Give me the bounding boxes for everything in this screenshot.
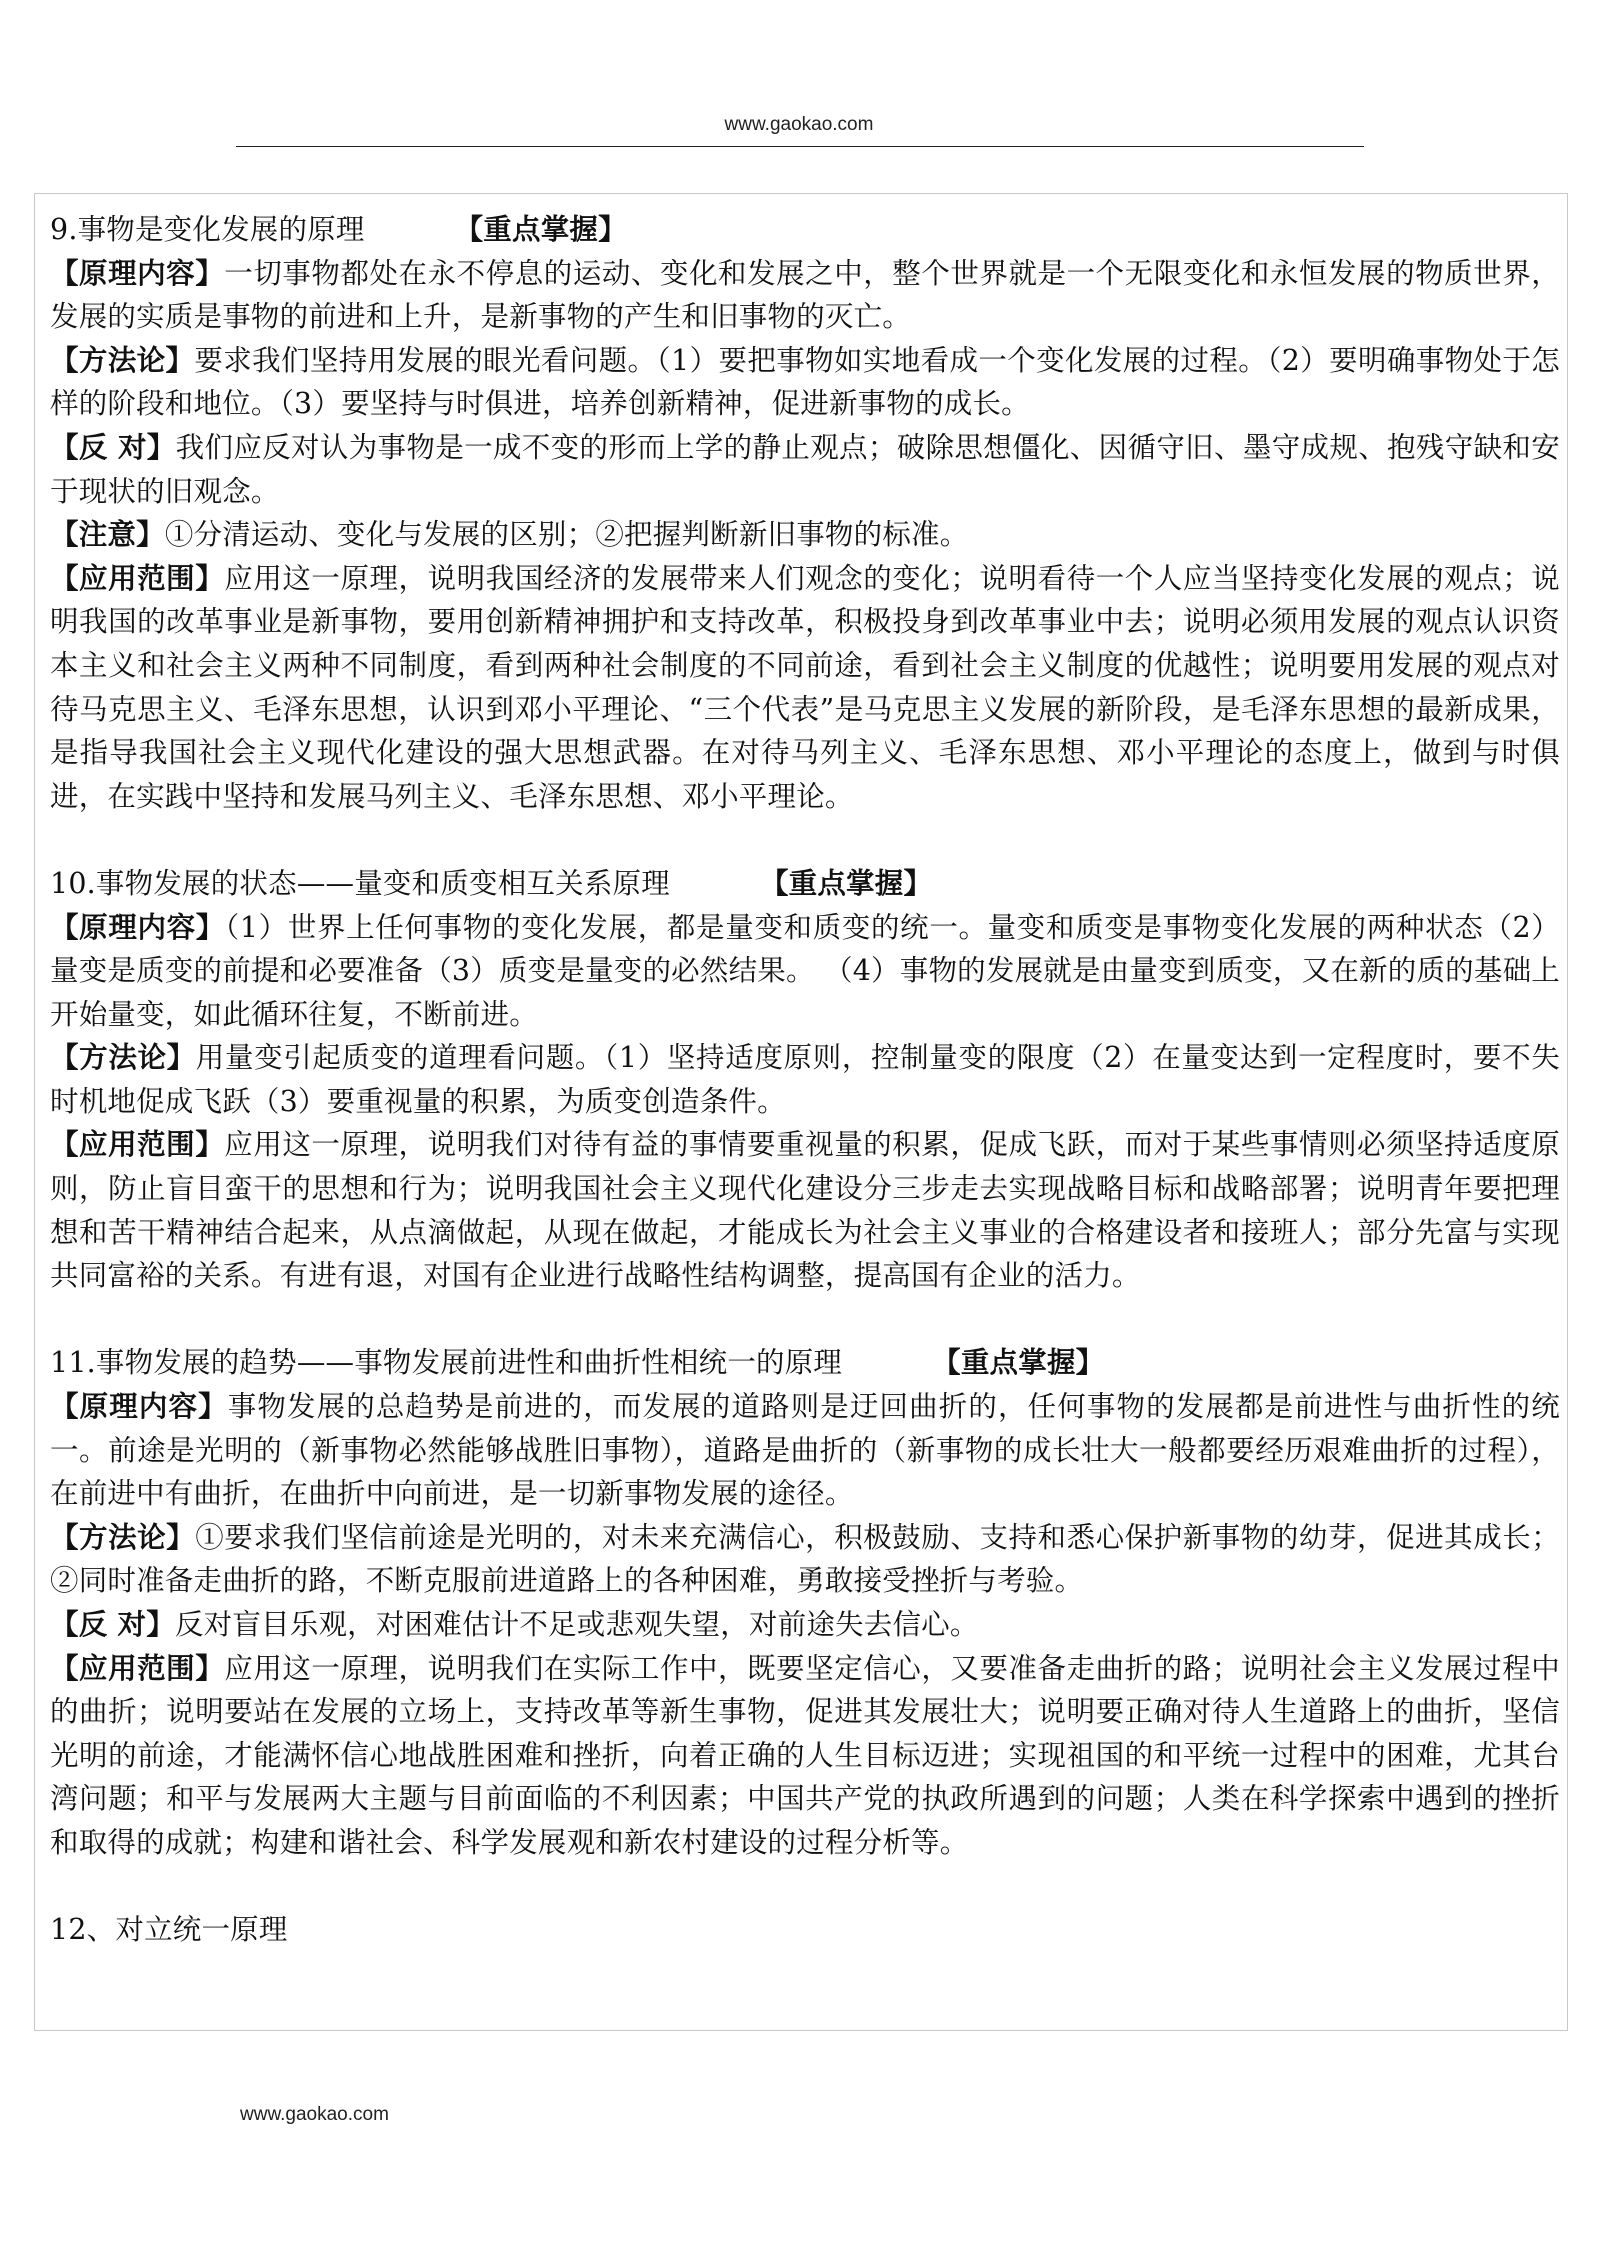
section-11-principle [50,1385,1560,1516]
para-text: 要求我们坚持用发展的眼光看问题。（1）要把事物如实地看成一个变化发展的过程。（2）要明确事物处于怎样的阶段和地位。（3）要坚持与时俱进，培养创新精神，促进新事物的成长。 [50,343,1560,421]
section-9-oppose [50,426,1560,513]
section-10-application [50,1123,1560,1297]
para-text: 反对盲目乐观，对困难估计不足或悲观失望，对前途失去信心。 [174,1608,979,1641]
section-12-title [50,1908,1560,1952]
footer-url: www.gaokao.com [240,2104,389,2125]
para-label: 【方法论】 [50,1519,196,1554]
para-label: 【方法论】 [50,1040,196,1075]
para-label: 【原理内容】 [50,1389,228,1424]
section-title-text: 11.事物发展的趋势——事物发展前进性和曲折性相统一的原理 [50,1346,843,1380]
para-text: 应用这一原理，说明我们在实际工作中，既要坚定信心，又要准备走曲折的路；说明社会主义发展过程中的曲折；说明要站在发展的立场上，支持改革等新生事物，促进其发展壮大；说明要正确对待人生道路上的曲折，坚信光明的前途，才能满怀信心地战胜困难和挫折，向着正确的人生目标迈进；实现祖国的和平统一过程中的困难，尤其台湾问题；和平与发展两大主题与目前面临的不利因素；中国共产党的执政所遇到的问题；人类在科学探索中遇到的挫折和取得的成就；构建和谐社会、科学发展观和新农村建设的过程分析等。 [50,1651,1560,1859]
header-url: www.gaokao.com [724,114,874,135]
para-label: 【原理内容】 [50,909,225,944]
para-label: 【注意】 [50,517,165,552]
section-11-method [50,1516,1560,1603]
section-gap [50,1298,1560,1342]
para-text: 应用这一原理，说明我们对待有益的事情要重视量的积累，促成飞跃，而对于某些事情则必须坚持适度原则，防止盲目蛮干的思想和行为；说明我国社会主义现代化建设分三步走去实现战略目标和战略部署；说明青年要把理想和苦干精神结合起来，从点滴做起，从现在做起，才能成长为社会主义事业的合格建设者和接班人；部分先富与实现共同富裕的关系。有进有退，对国有企业进行战略性结构调整，提高国有企业的活力。 [50,1128,1560,1293]
header-divider [236,146,1364,147]
section-gap [50,1865,1560,1909]
section-gap [50,818,1560,862]
section-9-method [50,339,1560,426]
section-9-principle [50,252,1560,339]
para-text: ①要求我们坚信前途是光明的，对未来充满信心，积极鼓励、支持和悉心保护新事物的幼芽，促进其成长；②同时准备走曲折的路，不断克服前进道路上的各种困难，勇敢接受挫折与考验。 [50,1520,1560,1598]
section-title-text: 10.事物发展的状态——量变和质变相互关系原理 [50,866,670,900]
para-text: 一切事物都处在永不停息的运动、变化和发展之中，整个世界就是一个无限变化和永恒发展的物质世界，发展的实质是事物的前进和上升，是新事物的产生和旧事物的灭亡。 [50,256,1560,334]
section-title-text: 9.事物是变化发展的原理 [50,213,365,246]
section-10-method [50,1036,1560,1123]
para-label: 【原理内容】 [50,255,225,290]
section-9-title [50,208,1560,252]
section-title-text: 12、对立统一原理 [50,1913,288,1947]
para-label: 【应用范围】 [50,1650,225,1685]
section-11-oppose [50,1603,1560,1647]
section-11-application [50,1647,1560,1865]
section-10-title [50,862,1560,906]
para-label: 【反 对】 [50,429,176,464]
para-text: 用量变引起质变的道理看问题。（1）坚持适度原则，控制量变的限度（2）在量变达到一定程度时，要不失时机地促成飞跃（3）要重视量的积累，为质变创造条件。 [50,1041,1560,1118]
para-text: 事物发展的总趋势是前进的，而发展的道路则是迂回曲折的，任何事物的发展都是前进性与曲折性的统一。前途是光明的（新事物必然能够战胜旧事物），道路是曲折的（新事物的成长壮大一般都要经历艰难曲折的过程），在前进中有曲折，在曲折中向前进，是一切新事物发展的途径。 [50,1390,1560,1511]
section-9-application [50,557,1560,819]
key-point-tag: 【重点掌握】 [759,865,933,900]
para-label: 【方法论】 [50,342,195,377]
key-point-tag: 【重点掌握】 [932,1345,1105,1380]
document-body [50,208,1560,1952]
section-11-title [50,1341,1560,1385]
para-label: 【应用范围】 [50,1127,225,1162]
para-text: ①分清运动、变化与发展的区别；②把握判断新旧事物的标准。 [164,518,969,552]
para-text: 我们应反对认为事物是一成不变的形而上学的静止观点；破除思想僵化、因循守旧、墨守成规、抱残守缺和安于现状的旧观念。 [50,430,1560,508]
key-point-tag: 【重点掌握】 [454,212,627,246]
para-text: （1）世界上任何事物的变化发展，都是量变和质变的统一。量变和质变是事物变化发展的两种状态（2）量变是质变的前提和必要准备（3）质变是量变的必然结果。 （4）事物的发展就是由量变到质变，又在新的质的基础上开始量变，如此循环往复，不断前进。 [50,910,1561,1031]
para-label: 【反 对】 [50,1607,175,1641]
section-9-note [50,513,1560,557]
para-label: 【应用范围】 [50,560,225,595]
section-10-principle [50,906,1560,1037]
para-text: 应用这一原理，说明我国经济的发展带来人们观念的变化；说明看待一个人应当坚持变化发展的观点；说明我国的改革事业是新事物，要用创新精神拥护和支持改革，积极投身到改革事业中去；说明必须用发展的观点认识资本主义和社会主义两种不同制度，看到两种社会制度的不同前途，看到社会主义制度的优越性；说明要用发展的观点对待马克思主义、毛泽东思想，认识到邓小平理论、“三个代表”是马克思主义发展的新阶段，是毛泽东思想的最新成果，是指导我国社会主义现代化建设的强大思想武器。在对待马列主义、毛泽东思想、邓小平理论的态度上，做到与时俱进，在实践中坚持和发展马列主义、毛泽东思想、邓小平理论。 [50,561,1560,813]
